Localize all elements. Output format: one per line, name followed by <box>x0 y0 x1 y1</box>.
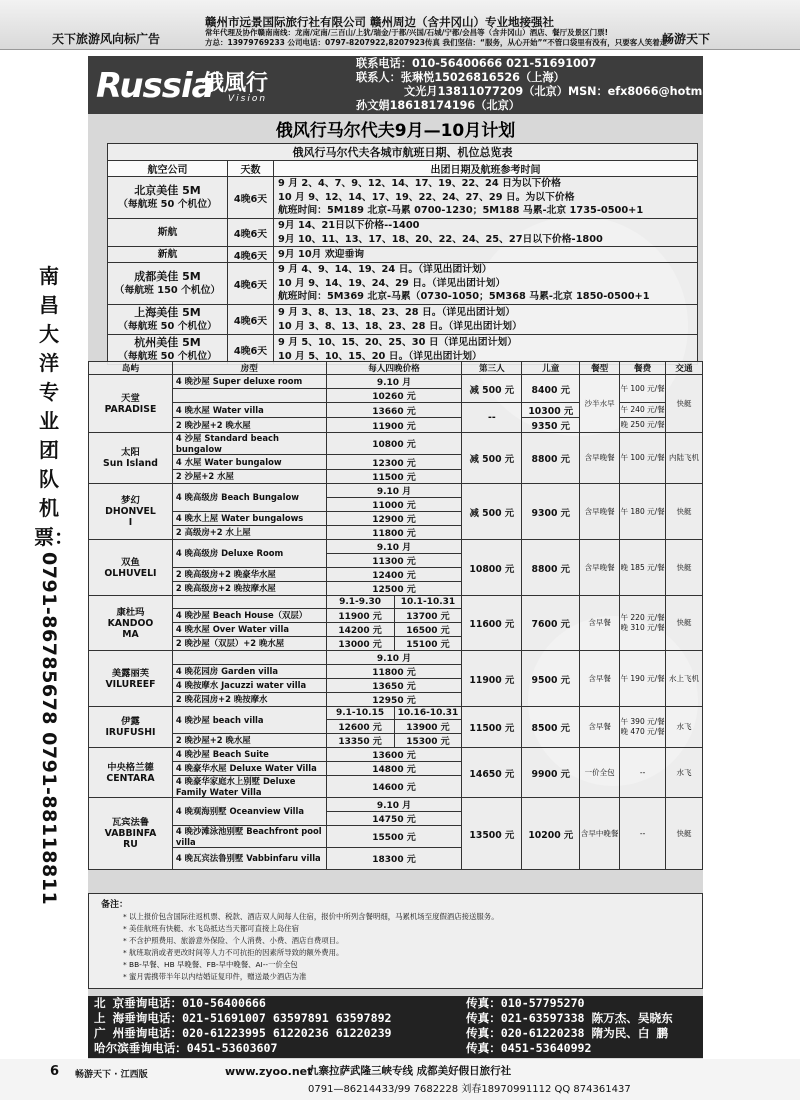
room-type <box>172 389 326 403</box>
schedule-line: 9 月 3、8、13、18、23、28 日。（详见出团计划） <box>278 307 516 318</box>
col-header: 儿童 <box>522 362 580 375</box>
island-name: 康杜玛 <box>116 606 145 618</box>
table-row <box>108 247 698 263</box>
meal-fee: 晚 250 元/餐 <box>620 418 666 433</box>
schedule-line: 9月 14、21日以下价格--1400 <box>278 220 420 231</box>
col-header: 出团日期及航班参考时间 <box>274 161 698 177</box>
price: 11000 元 <box>326 498 462 512</box>
note-item: * 航班取消或者更改时间等人力不可抗拒的因素所导致的额外费用。 <box>123 948 344 957</box>
room-type: 2 晚高级房+2 晚按摩水屋 <box>172 582 326 596</box>
schedule-line: 航班时间：5M189 北京-马累 0700-1230；5M188 马累-北京 1735-0500+1 <box>278 205 644 217</box>
note-item: * 不含护照费用、旅游意外保险、个人消费、小费、酒店自费项目。 <box>123 936 344 945</box>
child-price: 8500 元 <box>522 707 580 748</box>
price: 11900 元 <box>326 418 462 433</box>
days: 4晚6天 <box>228 219 274 247</box>
contact-line: 孙文娟18618174196（北京） <box>356 99 520 112</box>
meal-fee: 午 240 元/餐 <box>620 403 666 418</box>
contact-line: 联系人：张琳悦15026816526（上海） <box>356 71 565 84</box>
price: 9.10 月 <box>326 651 462 665</box>
child-price: 8400 元 <box>522 375 580 403</box>
room-type: 4 沙屋 Standard beach bungalow <box>172 433 326 455</box>
top-banner <box>0 0 800 50</box>
meal-fee: 晚 470 元/餐 <box>620 727 665 736</box>
price: 9.10 月 <box>326 375 462 389</box>
island-name-en: PARADISE <box>104 403 157 415</box>
island-name-en: RU <box>123 839 138 850</box>
transport: 快艇 <box>666 798 703 870</box>
child-price: 10300 元 <box>522 403 580 418</box>
col-header: 交通 <box>666 362 703 375</box>
price: 13000 元 <box>326 637 394 651</box>
city-phone: 哈尔滨垂询电话：0451-53603607 <box>94 1041 278 1055</box>
meal-type: 含早餐 <box>580 651 620 707</box>
room-type: 4 晚按摩水 Jacuzzi water villa <box>172 679 326 693</box>
agency-phones: 0791—86214433/99 7682228 刘春18970991112 QQ 874361437 <box>308 1084 631 1095</box>
city-fax: 传真：010-57795270 <box>466 996 585 1010</box>
price: 15300 元 <box>394 734 462 748</box>
table-row <box>108 219 698 247</box>
third-person: 10800 元 <box>462 540 522 596</box>
price: 12950 元 <box>326 693 462 707</box>
price: 13700 元 <box>394 609 462 623</box>
room-type: 4 晚豪华水屋 Deluxe Water Villa <box>172 762 326 776</box>
island-name-en: VABBINFA <box>104 828 157 839</box>
island-name-en: CENTARA <box>106 772 155 784</box>
room-type: 2 晚高级房+2 晚豪华水屋 <box>172 568 326 582</box>
price: 12500 元 <box>326 582 462 596</box>
room-type <box>172 596 326 609</box>
meal-fee: 晚 310 元/餐 <box>620 623 665 632</box>
meal-type: 含早餐 <box>580 596 620 651</box>
airline: 斯航 <box>108 219 228 247</box>
price: 18300 元 <box>326 848 462 870</box>
schedule-line: 10 月 5、10、15、20 日。（详见出团计划） <box>278 350 482 362</box>
days: 4晚6天 <box>228 335 274 365</box>
meal-fee: 午 100 元/餐 <box>620 375 666 403</box>
price: 16500 元 <box>394 623 462 637</box>
airline-seats: （每航班 150 个机位） <box>114 284 221 296</box>
room-type: 4 晚观海别墅 Oceanview Villa <box>172 798 326 826</box>
schedule-line: 10 月 9、14、19、24、29 日。（详见出团计划） <box>278 277 506 289</box>
table-row <box>108 177 698 219</box>
flights-caption: 俄风行马尔代夫各城市航班日期、机位总览表 <box>108 144 698 161</box>
col-header: 房型 <box>172 362 326 375</box>
price: 15500 元 <box>326 826 462 848</box>
child-price: 9300 元 <box>522 484 580 540</box>
airline: 新航 <box>108 247 228 263</box>
table-row <box>108 263 698 305</box>
price: 13350 元 <box>326 734 394 748</box>
third-person: 13500 元 <box>462 798 522 870</box>
price: 11900 元 <box>326 609 394 623</box>
room-type: 4 晚水上屋 Water bungalows <box>172 512 326 526</box>
room-type: 4 晚沙屋 Beach House（双层） <box>172 609 326 623</box>
airline-seats: （每航班 50 个机位） <box>118 320 217 332</box>
side-ad <box>34 262 74 906</box>
third-person: 减 500 元 <box>462 375 522 403</box>
island-name-en: KANDOO <box>107 617 154 629</box>
child-price: 9350 元 <box>522 418 580 433</box>
meal-fee: 午 180 元/餐 <box>620 484 666 540</box>
third-person: 减 500 元 <box>462 433 522 484</box>
room-type: 2 晚沙屋+2 晚水屋 <box>172 734 326 748</box>
island-name: 双鱼 <box>121 556 140 568</box>
third-person: 14650 元 <box>462 748 522 798</box>
price: 12300 元 <box>326 455 462 470</box>
island-name-en: VILUREEF <box>105 678 156 690</box>
days: 4晚6天 <box>228 305 274 335</box>
transport: 水上飞机 <box>666 651 703 707</box>
website-link[interactable]: www.zyoo.net <box>225 1065 313 1078</box>
airline-seats: （每航班 50 个机位） <box>118 350 217 362</box>
price: 14600 元 <box>326 776 462 798</box>
price: 14200 元 <box>326 623 394 637</box>
price: 11800 元 <box>326 665 462 679</box>
room-type: 4 晚高级房 Deluxe Room <box>172 540 326 568</box>
room-type: 4 晚沙屋 beach villa <box>172 707 326 734</box>
island-name: 瓦宾法鲁 <box>111 817 150 828</box>
room-type: 2 晚沙屋+2 晚水屋 <box>172 418 326 433</box>
side-ad-text: 南昌大洋专业团队机票： <box>34 264 74 549</box>
price-period: 9.1-10.15 <box>326 707 394 720</box>
airline: 北京美佳 5M <box>134 183 201 197</box>
price: 14750 元 <box>326 812 462 826</box>
banner-left-text: 天下旅游风向标广告 <box>52 32 161 46</box>
meal-type: 含早晚餐 <box>580 484 620 540</box>
price: 10800 元 <box>326 433 462 455</box>
island-name-en: MA <box>122 628 139 640</box>
contact-phones-block <box>88 996 703 1058</box>
col-header: 岛屿 <box>89 362 173 375</box>
schedule-line: 10 月 9、12、14、17、19、22、24、27、29 日。为以下价格 <box>278 191 575 203</box>
price: 9.10 月 <box>326 540 462 554</box>
col-header: 航空公司 <box>108 161 228 177</box>
side-ad-phones: 0791-86785678 0791-88118811 <box>38 552 60 906</box>
third-person: 11500 元 <box>462 707 522 748</box>
edition-label: 畅游天下 · 江西版 <box>75 1070 148 1080</box>
price: 12600 元 <box>326 720 394 734</box>
transport: 快艇 <box>666 596 703 651</box>
island-name-en: I <box>128 517 133 528</box>
room-type: 4 晚沙滩泳池别墅 Beachfront pool villa <box>172 826 326 848</box>
room-type: 2 高级房+2 水上屋 <box>172 526 326 540</box>
island-name-en: OLHUVELI <box>104 567 157 579</box>
child-price: 8800 元 <box>522 433 580 484</box>
child-price: 8800 元 <box>522 540 580 596</box>
island-name: 伊露 <box>121 716 140 727</box>
room-type <box>172 651 326 665</box>
schedule-line: 10 月 3、8、13、18、23、28 日。（详见出团计划） <box>278 320 522 332</box>
price: 12900 元 <box>326 512 462 526</box>
price: 11800 元 <box>326 526 462 540</box>
flights-table <box>107 143 698 365</box>
schedule-line: 9 月 2、4、7、9、12、14、17、19、22、24 日为以下价格 <box>278 178 561 190</box>
price: 13650 元 <box>326 679 462 693</box>
resorts-table <box>88 361 703 870</box>
room-type: 4 晚沙屋 Beach Suite <box>172 748 326 762</box>
island-name: 中央格兰德 <box>107 761 154 773</box>
meal-type: 含早中晚餐 <box>580 798 620 870</box>
meal-type: 沙半水早 <box>580 375 620 433</box>
child-price: 10200 元 <box>522 798 580 870</box>
schedule-line: 航班时间：5M369 北京-马累（0730-1050；5M368 马累-北京 1850-0500+1 <box>278 291 650 303</box>
price-period: 10.1-10.31 <box>394 596 462 609</box>
contact-line: 文光月13811077209（北京）MSN：efx8066@hotmail.com <box>404 85 748 98</box>
note-item: * BB-早餐、HB 早晚餐、FB-早中晚餐、AI--一价全包 <box>123 960 298 969</box>
room-type: 4 晚花园房 Garden villa <box>172 665 326 679</box>
banner-right-text: 畅游天下 <box>661 32 710 46</box>
notes-title: 备注： <box>101 900 129 910</box>
col-header: 每人四晚价格 <box>326 362 462 375</box>
main-panel <box>88 56 748 1059</box>
col-header: 餐型 <box>580 362 620 375</box>
meal-fee: 午 190 元/餐 <box>620 651 666 707</box>
island-name: 梦幻 <box>121 495 140 506</box>
schedule-line: 9 月 5、10、15、20、25、30 日（详见出团计划） <box>278 337 517 348</box>
third-person: -- <box>462 403 522 433</box>
banner-company: 赣州市远景国际旅行社有限公司 赣州周边（含井冈山）专业地接强社 <box>205 15 554 29</box>
meal-fee: 午 100 元/餐 <box>620 433 666 484</box>
transport: 快艇 <box>666 540 703 596</box>
page-footer <box>0 1059 800 1100</box>
price: 14800 元 <box>326 762 462 776</box>
island-name: 美露丽芙 <box>111 667 150 679</box>
island-name-en: IRUFUSHI <box>105 727 156 738</box>
price: 10260 元 <box>326 389 462 403</box>
room-type: 4 晚豪华家庭水上别墅 Deluxe Family Water Villa <box>172 776 326 798</box>
price: 13900 元 <box>394 720 462 734</box>
banner-line-3: 方总：13979769233 公司电话：0797-8207922,8207923传真 我们坚信：“服务，从心开始”“不管口袋里有没有，只要客人笑着走” <box>205 38 673 47</box>
brand-header <box>88 56 748 114</box>
meal-fee: -- <box>620 748 666 798</box>
banner-line-2: 常年代理及协作赣南南线：龙南/定南/三百山/上犹/瑞金/于都/兴国/石城/宁都/会昌等（含井冈山）酒店、餐厅及景区门票! <box>205 28 609 37</box>
meal-type: 含早晚餐 <box>580 433 620 484</box>
page-number: 6 <box>50 1064 60 1079</box>
airline-seats: （每航班 50 个机位） <box>118 198 217 210</box>
room-type: 4 晚水屋 Water villa <box>172 403 326 418</box>
airline: 杭州美佳 5M <box>134 335 201 349</box>
brand-logo: Russia <box>96 66 214 106</box>
city-fax: 传真：021-63597338 陈万杰、吴晓东 <box>466 1011 673 1025</box>
meal-fee: 午 220 元/餐 <box>620 613 665 622</box>
third-person: 减 500 元 <box>462 484 522 540</box>
city-fax: 传真：0451-53640992 <box>466 1041 592 1055</box>
island-name-en: DHONVEL <box>105 506 156 517</box>
transport: 快艇 <box>666 375 703 433</box>
room-type: 4 水屋 Water bungalow <box>172 455 326 470</box>
child-price: 9900 元 <box>522 748 580 798</box>
price-period: 10.16-10.31 <box>394 707 462 720</box>
price: 11500 元 <box>326 470 462 484</box>
room-type: 2 沙屋+2 水屋 <box>172 470 326 484</box>
meal-fee: -- <box>620 798 666 870</box>
col-header: 餐费 <box>620 362 666 375</box>
col-header: 天数 <box>228 161 274 177</box>
price: 11300 元 <box>326 554 462 568</box>
island-name: 天堂 <box>121 392 140 404</box>
meal-type: 一价全包 <box>580 748 620 798</box>
room-type: 2 晚花园房+2 晚按摩水 <box>172 693 326 707</box>
city-fax: 传真：020-61220238 隋为民、白 鹏 <box>466 1026 669 1040</box>
city-phone: 上 海垂询电话：021-51691007 63597891 63597892 <box>94 1011 392 1025</box>
schedule-line: 9月 10月 欢迎垂询 <box>274 247 698 263</box>
city-phone: 北 京垂询电话：010-56400666 <box>94 996 266 1010</box>
note-item: * 美佳航班有快艇、水飞岛抵达当天都可直接上岛住宿 <box>123 924 300 933</box>
meal-fee: 午 390 元/餐 <box>620 717 665 726</box>
price: 9.10 月 <box>326 484 462 498</box>
note-item: * 以上报价包含国际往返机票、税款、酒店双人间每人住宿，报价中所列含餐明细，马累机场至度假酒店接送服务。 <box>123 912 499 921</box>
room-type: 4 晚高级房 Beach Bungalow <box>172 484 326 512</box>
room-type: 2 晚沙屋（双层）+2 晚水屋 <box>172 637 326 651</box>
price: 13600 元 <box>326 748 462 762</box>
transport: 快艇 <box>666 484 703 540</box>
child-price: 7600 元 <box>522 596 580 651</box>
child-price: 9500 元 <box>522 651 580 707</box>
schedule-line: 9月 10、11、13、17、18、20、22、24、25、27日以下价格-1800 <box>278 233 603 245</box>
brand-logo-cn: 俄風行 <box>202 71 269 96</box>
contact-line: 联系电话：010-56400666 021-51691007 <box>356 57 597 70</box>
page-title: 俄风行马尔代夫9月—10月计划 <box>275 121 516 141</box>
transport: 水飞 <box>666 707 703 748</box>
table-row <box>108 335 698 365</box>
transport: 内陆飞机 <box>666 433 703 484</box>
days: 4晚6天 <box>228 263 274 305</box>
room-type: 4 晚沙屋 Super deluxe room <box>172 375 326 389</box>
days: 4晚6天 <box>228 247 274 263</box>
note-item: * 蜜月需携带半年以内结婚证复印件，赠送最少酒店为准 <box>123 972 307 981</box>
third-person: 11900 元 <box>462 651 522 707</box>
contact-block <box>356 57 748 113</box>
airline: 成都美佳 5M <box>134 269 201 283</box>
island-name-en: Sun Island <box>103 458 158 469</box>
room-type: 4 晚水屋 Over Water villa <box>172 623 326 637</box>
price: 9.10 月 <box>326 798 462 812</box>
airline: 上海美佳 5M <box>134 305 201 319</box>
meal-type: 含早晚餐 <box>580 540 620 596</box>
price: 12400 元 <box>326 568 462 582</box>
schedule-line: 9 月 4、9、14、19、24 日。（详见出团计划） <box>278 264 492 276</box>
price-period: 9.1-9.30 <box>326 596 394 609</box>
transport: 水飞 <box>666 748 703 798</box>
meal-type: 含早餐 <box>580 707 620 748</box>
notes-section <box>88 893 703 989</box>
days: 4晚6天 <box>228 177 274 219</box>
price: 13660 元 <box>326 403 462 418</box>
meal-fee: 晚 185 元/餐 <box>620 540 666 596</box>
col-header: 第三人 <box>462 362 522 375</box>
agency-ad: 九寨拉萨武隆三峡专线 成都美好假日旅行社 <box>308 1065 512 1077</box>
island-name: 太阳 <box>121 447 140 458</box>
room-type: 4 晚瓦宾法鲁别墅 Vabbinfaru villa <box>172 848 326 870</box>
city-phone: 广 州垂询电话：020-61223995 61220236 61220239 <box>94 1026 392 1040</box>
third-person: 11600 元 <box>462 596 522 651</box>
price: 15100 元 <box>394 637 462 651</box>
brand-logo-sub: Vision <box>228 94 268 104</box>
table-row <box>108 305 698 335</box>
